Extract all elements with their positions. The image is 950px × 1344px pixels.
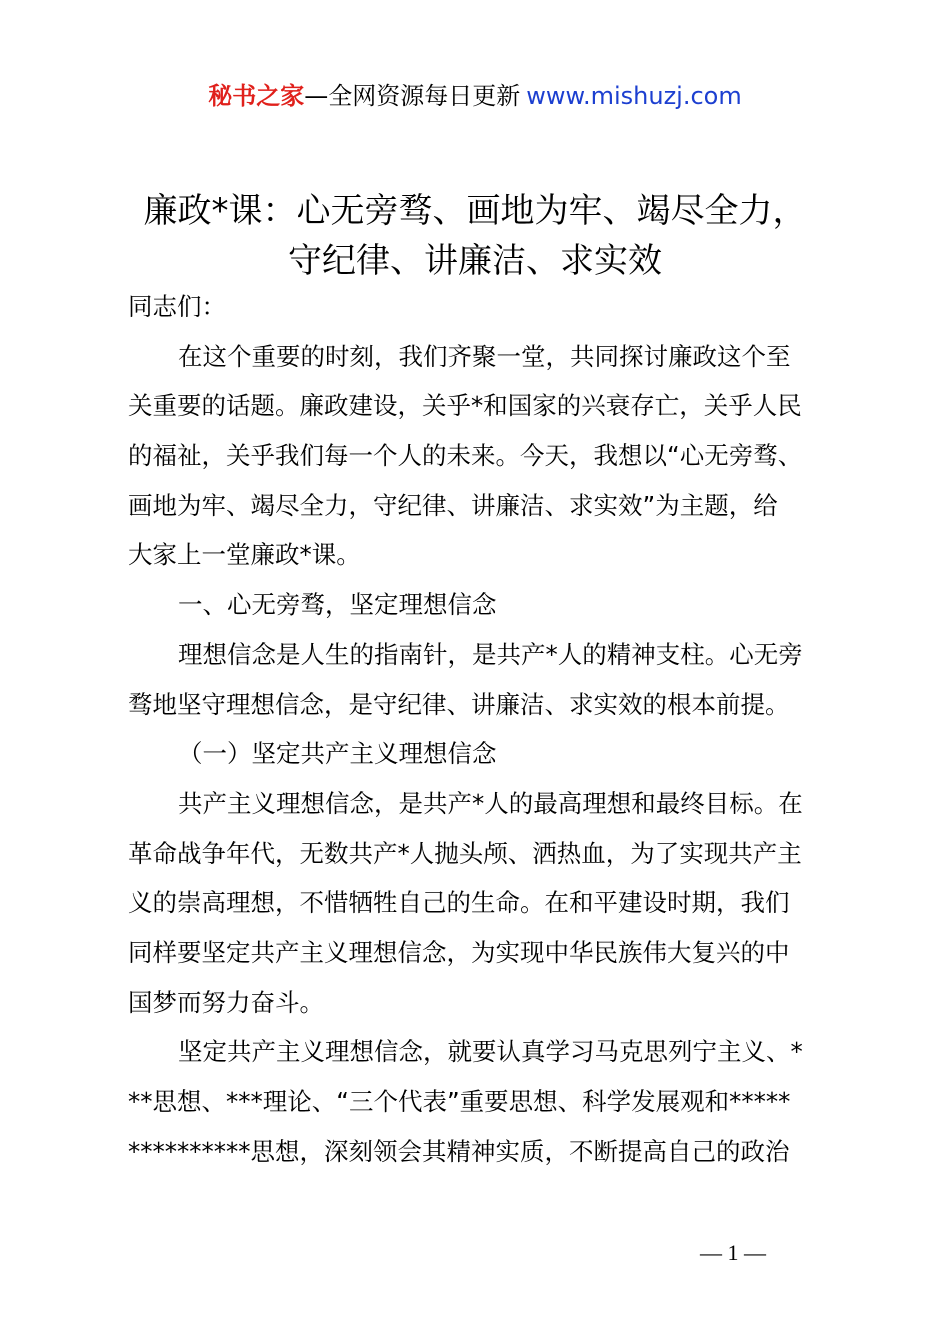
document-title (100, 186, 850, 286)
document-body (128, 282, 840, 1176)
paragraph-line: 坚定共产主义理想信念，就要认真学习马克思列宁主义、* (178, 1037, 803, 1067)
salutation: 同志们： (128, 292, 226, 321)
page-number: — 1 — (700, 1240, 766, 1265)
paragraph-line: **********思想，深刻领会其精神实质，不断提高自己的政治 (128, 1136, 790, 1166)
paragraph-line: 共产主义理想信念，是共产*人的最高理想和最终目标。在 (178, 788, 803, 818)
title-line-2: 守纪律、讲廉洁、求实效 (288, 241, 662, 281)
section-heading: 一、心无旁骛，坚定理想信念 (178, 590, 497, 620)
paragraph-line: 骛地坚守理想信念，是守纪律、讲廉洁、求实效的根本前提。 (128, 689, 790, 719)
subsection-heading: （一）坚定共产主义理想信念 (178, 739, 497, 769)
site-url-link[interactable]: www.mishuzj.com (526, 82, 742, 110)
site-header (0, 80, 950, 112)
paragraph-line: 关重要的话题。廉政建设，关乎*和国家的兴衰存亡，关乎人民 (128, 391, 802, 421)
paragraph-line: 在这个重要的时刻，我们齐聚一堂，共同探讨廉政这个至 (178, 341, 791, 371)
paragraph-line: 义的崇高理想，不惜牺牲自己的生命。在和平建设时期，我们 (128, 888, 790, 918)
header-dash: — (304, 82, 329, 110)
brand-name: 秘书之家 (208, 82, 305, 110)
paragraph-line: 革命战争年代，无数共产*人抛头颅、洒热血，为了实现共产主 (128, 838, 802, 868)
paragraph-line: 的福祉，关乎我们每一个人的未来。今天，我想以“心无旁骛、 (128, 441, 803, 471)
title-line-1: 廉政*课：心无旁骛、画地为牢、竭尽全力， (143, 191, 807, 231)
paragraph-line: 大家上一堂廉政*课。 (128, 540, 361, 570)
paragraph-line: 画地为牢、竭尽全力，守纪律、讲廉洁、求实效”为主题，给 (128, 490, 778, 520)
header-tagline: 全网资源每日更新 (328, 82, 521, 110)
paragraph-line: 国梦而努力奋斗。 (128, 987, 324, 1017)
paragraph-line: **思想、***理论、“三个代表”重要思想、科学发展观和***** (128, 1087, 791, 1116)
paragraph-line: 理想信念是人生的指南针，是共产*人的精神支柱。心无旁 (178, 639, 803, 669)
paragraph-line: 同样要坚定共产主义理想信念，为实现中华民族伟大复兴的中 (128, 937, 790, 967)
